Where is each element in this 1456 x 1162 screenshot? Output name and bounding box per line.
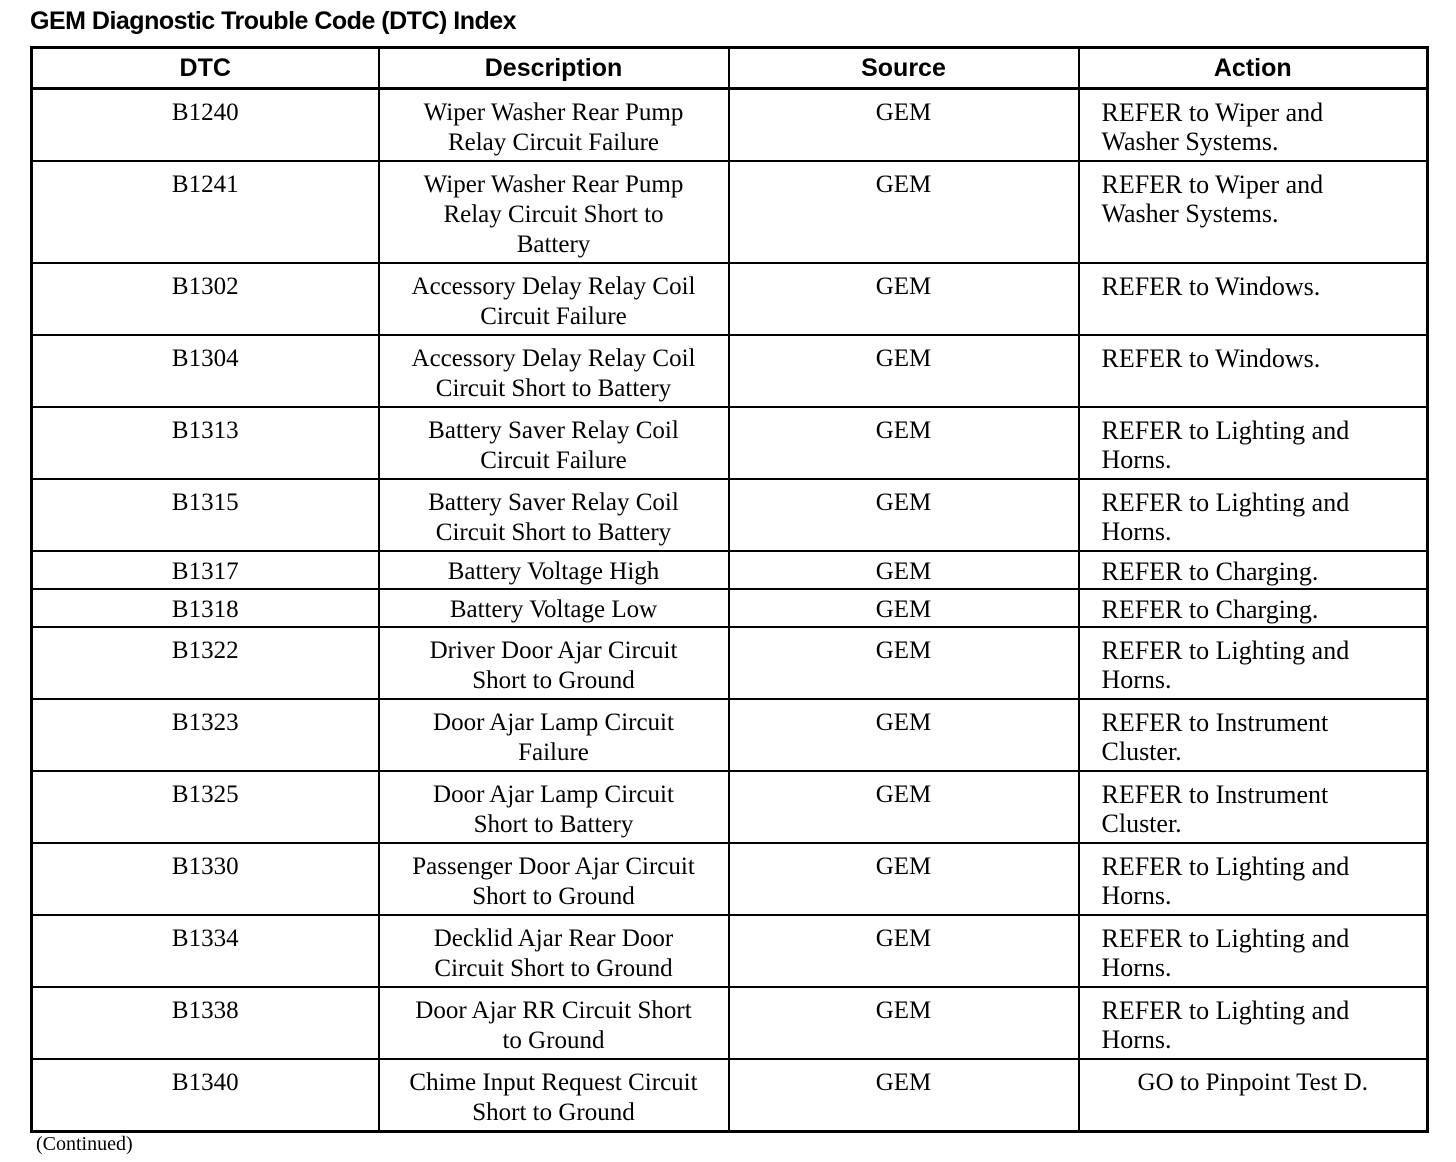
action-line: Horns.: [1101, 665, 1172, 694]
action-line: REFER to Lighting and: [1101, 416, 1350, 445]
action-line: REFER to Lighting and: [1101, 996, 1350, 1025]
action-line: REFER to Charging.: [1101, 557, 1319, 586]
table-row: [32, 551, 1428, 589]
description-line: Battery: [516, 231, 591, 258]
action-line: Horns.: [1101, 517, 1172, 546]
action-line: REFER to Instrument: [1101, 708, 1329, 737]
description-line: Driver Door Ajar Circuit: [429, 637, 678, 664]
table-row: [32, 89, 1428, 162]
action-line: Horns.: [1101, 445, 1172, 474]
table-row: [32, 1059, 1428, 1132]
source-cell: GEM: [729, 479, 1079, 551]
description-cell: [379, 987, 729, 1059]
description-line: Door Ajar Lamp Circuit: [433, 709, 674, 736]
table-row: [32, 407, 1428, 479]
description-line: Short to Ground: [472, 667, 635, 694]
description-cell: [379, 1059, 729, 1132]
dtc-code-cell: B1334: [32, 915, 379, 987]
description-cell: [379, 263, 729, 335]
description-line: Passenger Door Ajar Circuit: [412, 853, 695, 880]
action-line: REFER to Lighting and: [1101, 924, 1350, 953]
dtc-code-cell: B1302: [32, 263, 379, 335]
dtc-code-cell: B1317: [32, 551, 379, 589]
dtc-code-cell: B1330: [32, 843, 379, 915]
description-line: Circuit Failure: [480, 303, 627, 330]
source-cell: GEM: [729, 699, 1079, 771]
action-line: Horns.: [1101, 953, 1172, 982]
action-cell: [1079, 263, 1428, 335]
description-line: Circuit Failure: [480, 447, 627, 474]
description-line: Accessory Delay Relay Coil: [411, 273, 696, 300]
description-line: Relay Circuit Short to: [443, 201, 664, 228]
description-line: Circuit Short to Battery: [435, 519, 672, 546]
action-cell: [1079, 551, 1428, 589]
table-row: [32, 699, 1428, 771]
action-cell: [1079, 335, 1428, 407]
action-line: Cluster.: [1101, 737, 1182, 766]
page-title: GEM Diagnostic Trouble Code (DTC) Index: [30, 7, 517, 35]
column-header-description: Description: [379, 48, 729, 89]
action-line: Horns.: [1101, 1025, 1172, 1054]
action-line: REFER to Instrument: [1101, 780, 1329, 809]
table-row: [32, 987, 1428, 1059]
table-row: [32, 843, 1428, 915]
action-line: Washer Systems.: [1101, 199, 1279, 228]
action-line: REFER to Lighting and: [1101, 852, 1350, 881]
description-line: Decklid Ajar Rear Door: [433, 925, 674, 952]
description-line: Relay Circuit Failure: [447, 129, 660, 156]
dtc-code-cell: B1313: [32, 407, 379, 479]
source-cell: GEM: [729, 589, 1079, 627]
description-cell: [379, 843, 729, 915]
dtc-code-cell: B1323: [32, 699, 379, 771]
action-line: REFER to Windows.: [1101, 344, 1321, 373]
action-cell: [1079, 699, 1428, 771]
description-line: to Ground: [502, 1027, 605, 1054]
description-line: Short to Ground: [472, 1099, 635, 1126]
description-line: Battery Voltage Low: [449, 596, 658, 623]
source-cell: GEM: [729, 987, 1079, 1059]
dtc-code-cell: B1304: [32, 335, 379, 407]
table-header-row: [32, 48, 1428, 89]
action-cell: [1079, 627, 1428, 699]
source-cell: GEM: [729, 89, 1079, 162]
description-cell: [379, 479, 729, 551]
table-row: [32, 263, 1428, 335]
dtc-code-cell: B1318: [32, 589, 379, 627]
table-row: [32, 335, 1428, 407]
description-line: Battery Saver Relay Coil: [428, 417, 679, 444]
action-cell: [1079, 589, 1428, 627]
table-row: [32, 627, 1428, 699]
dtc-code-cell: B1315: [32, 479, 379, 551]
description-cell: [379, 915, 729, 987]
action-line: REFER to Lighting and: [1101, 636, 1350, 665]
action-cell: [1079, 407, 1428, 479]
table-row: [32, 771, 1428, 843]
description-cell: [379, 161, 729, 263]
description-line: Battery Voltage High: [447, 558, 660, 585]
description-cell: [379, 627, 729, 699]
dtc-index-table: [30, 46, 1429, 1133]
column-header-source: Source: [729, 48, 1079, 89]
dtc-code-cell: B1340: [32, 1059, 379, 1132]
description-line: Failure: [518, 739, 589, 766]
action-line: Cluster.: [1101, 809, 1182, 838]
source-cell: GEM: [729, 335, 1079, 407]
dtc-code-cell: B1322: [32, 627, 379, 699]
source-cell: GEM: [729, 161, 1079, 263]
table-body: [32, 89, 1428, 1132]
source-cell: GEM: [729, 915, 1079, 987]
description-line: Short to Battery: [473, 811, 634, 838]
dtc-code-cell: B1325: [32, 771, 379, 843]
dtc-code-cell: B1241: [32, 161, 379, 263]
action-cell: [1079, 161, 1428, 263]
source-cell: GEM: [729, 627, 1079, 699]
description-cell: [379, 589, 729, 627]
action-line: Washer Systems.: [1101, 127, 1279, 156]
description-cell: [379, 551, 729, 589]
table-row: [32, 915, 1428, 987]
description-line: Door Ajar Lamp Circuit: [433, 781, 674, 808]
action-cell: [1079, 1059, 1428, 1132]
action-line: REFER to Windows.: [1101, 272, 1321, 301]
description-cell: [379, 407, 729, 479]
description-line: Circuit Short to Ground: [434, 955, 673, 982]
action-line: GO to Pinpoint Test D.: [1137, 1069, 1368, 1096]
table-row: [32, 161, 1428, 263]
description-line: Battery Saver Relay Coil: [428, 489, 679, 516]
description-line: Accessory Delay Relay Coil: [411, 345, 696, 372]
description-line: Door Ajar RR Circuit Short: [415, 997, 692, 1024]
action-line: REFER to Lighting and: [1101, 488, 1350, 517]
description-line: Short to Ground: [472, 883, 635, 910]
action-line: REFER to Charging.: [1101, 595, 1319, 624]
action-cell: [1079, 843, 1428, 915]
action-line: Horns.: [1101, 881, 1172, 910]
action-cell: [1079, 987, 1428, 1059]
description-line: Circuit Short to Battery: [435, 375, 672, 402]
dtc-code-cell: B1240: [32, 89, 379, 162]
description-cell: [379, 89, 729, 162]
source-cell: GEM: [729, 551, 1079, 589]
source-cell: GEM: [729, 263, 1079, 335]
description-cell: [379, 699, 729, 771]
action-line: REFER to Wiper and: [1101, 98, 1324, 127]
source-cell: GEM: [729, 407, 1079, 479]
action-line: REFER to Wiper and: [1101, 170, 1324, 199]
description-line: Chime Input Request Circuit: [409, 1069, 698, 1096]
action-cell: [1079, 89, 1428, 162]
description-line: Wiper Washer Rear Pump: [423, 171, 684, 198]
column-header-dtc: DTC: [32, 48, 379, 89]
dtc-code-cell: B1338: [32, 987, 379, 1059]
continued-note: (Continued): [36, 1133, 133, 1155]
table-row: [32, 589, 1428, 627]
action-cell: [1079, 771, 1428, 843]
description-line: Wiper Washer Rear Pump: [423, 99, 684, 126]
description-cell: [379, 771, 729, 843]
table-row: [32, 479, 1428, 551]
description-cell: [379, 335, 729, 407]
source-cell: GEM: [729, 771, 1079, 843]
action-cell: [1079, 479, 1428, 551]
action-cell: [1079, 915, 1428, 987]
source-cell: GEM: [729, 843, 1079, 915]
column-header-action: Action: [1079, 48, 1428, 89]
source-cell: GEM: [729, 1059, 1079, 1132]
